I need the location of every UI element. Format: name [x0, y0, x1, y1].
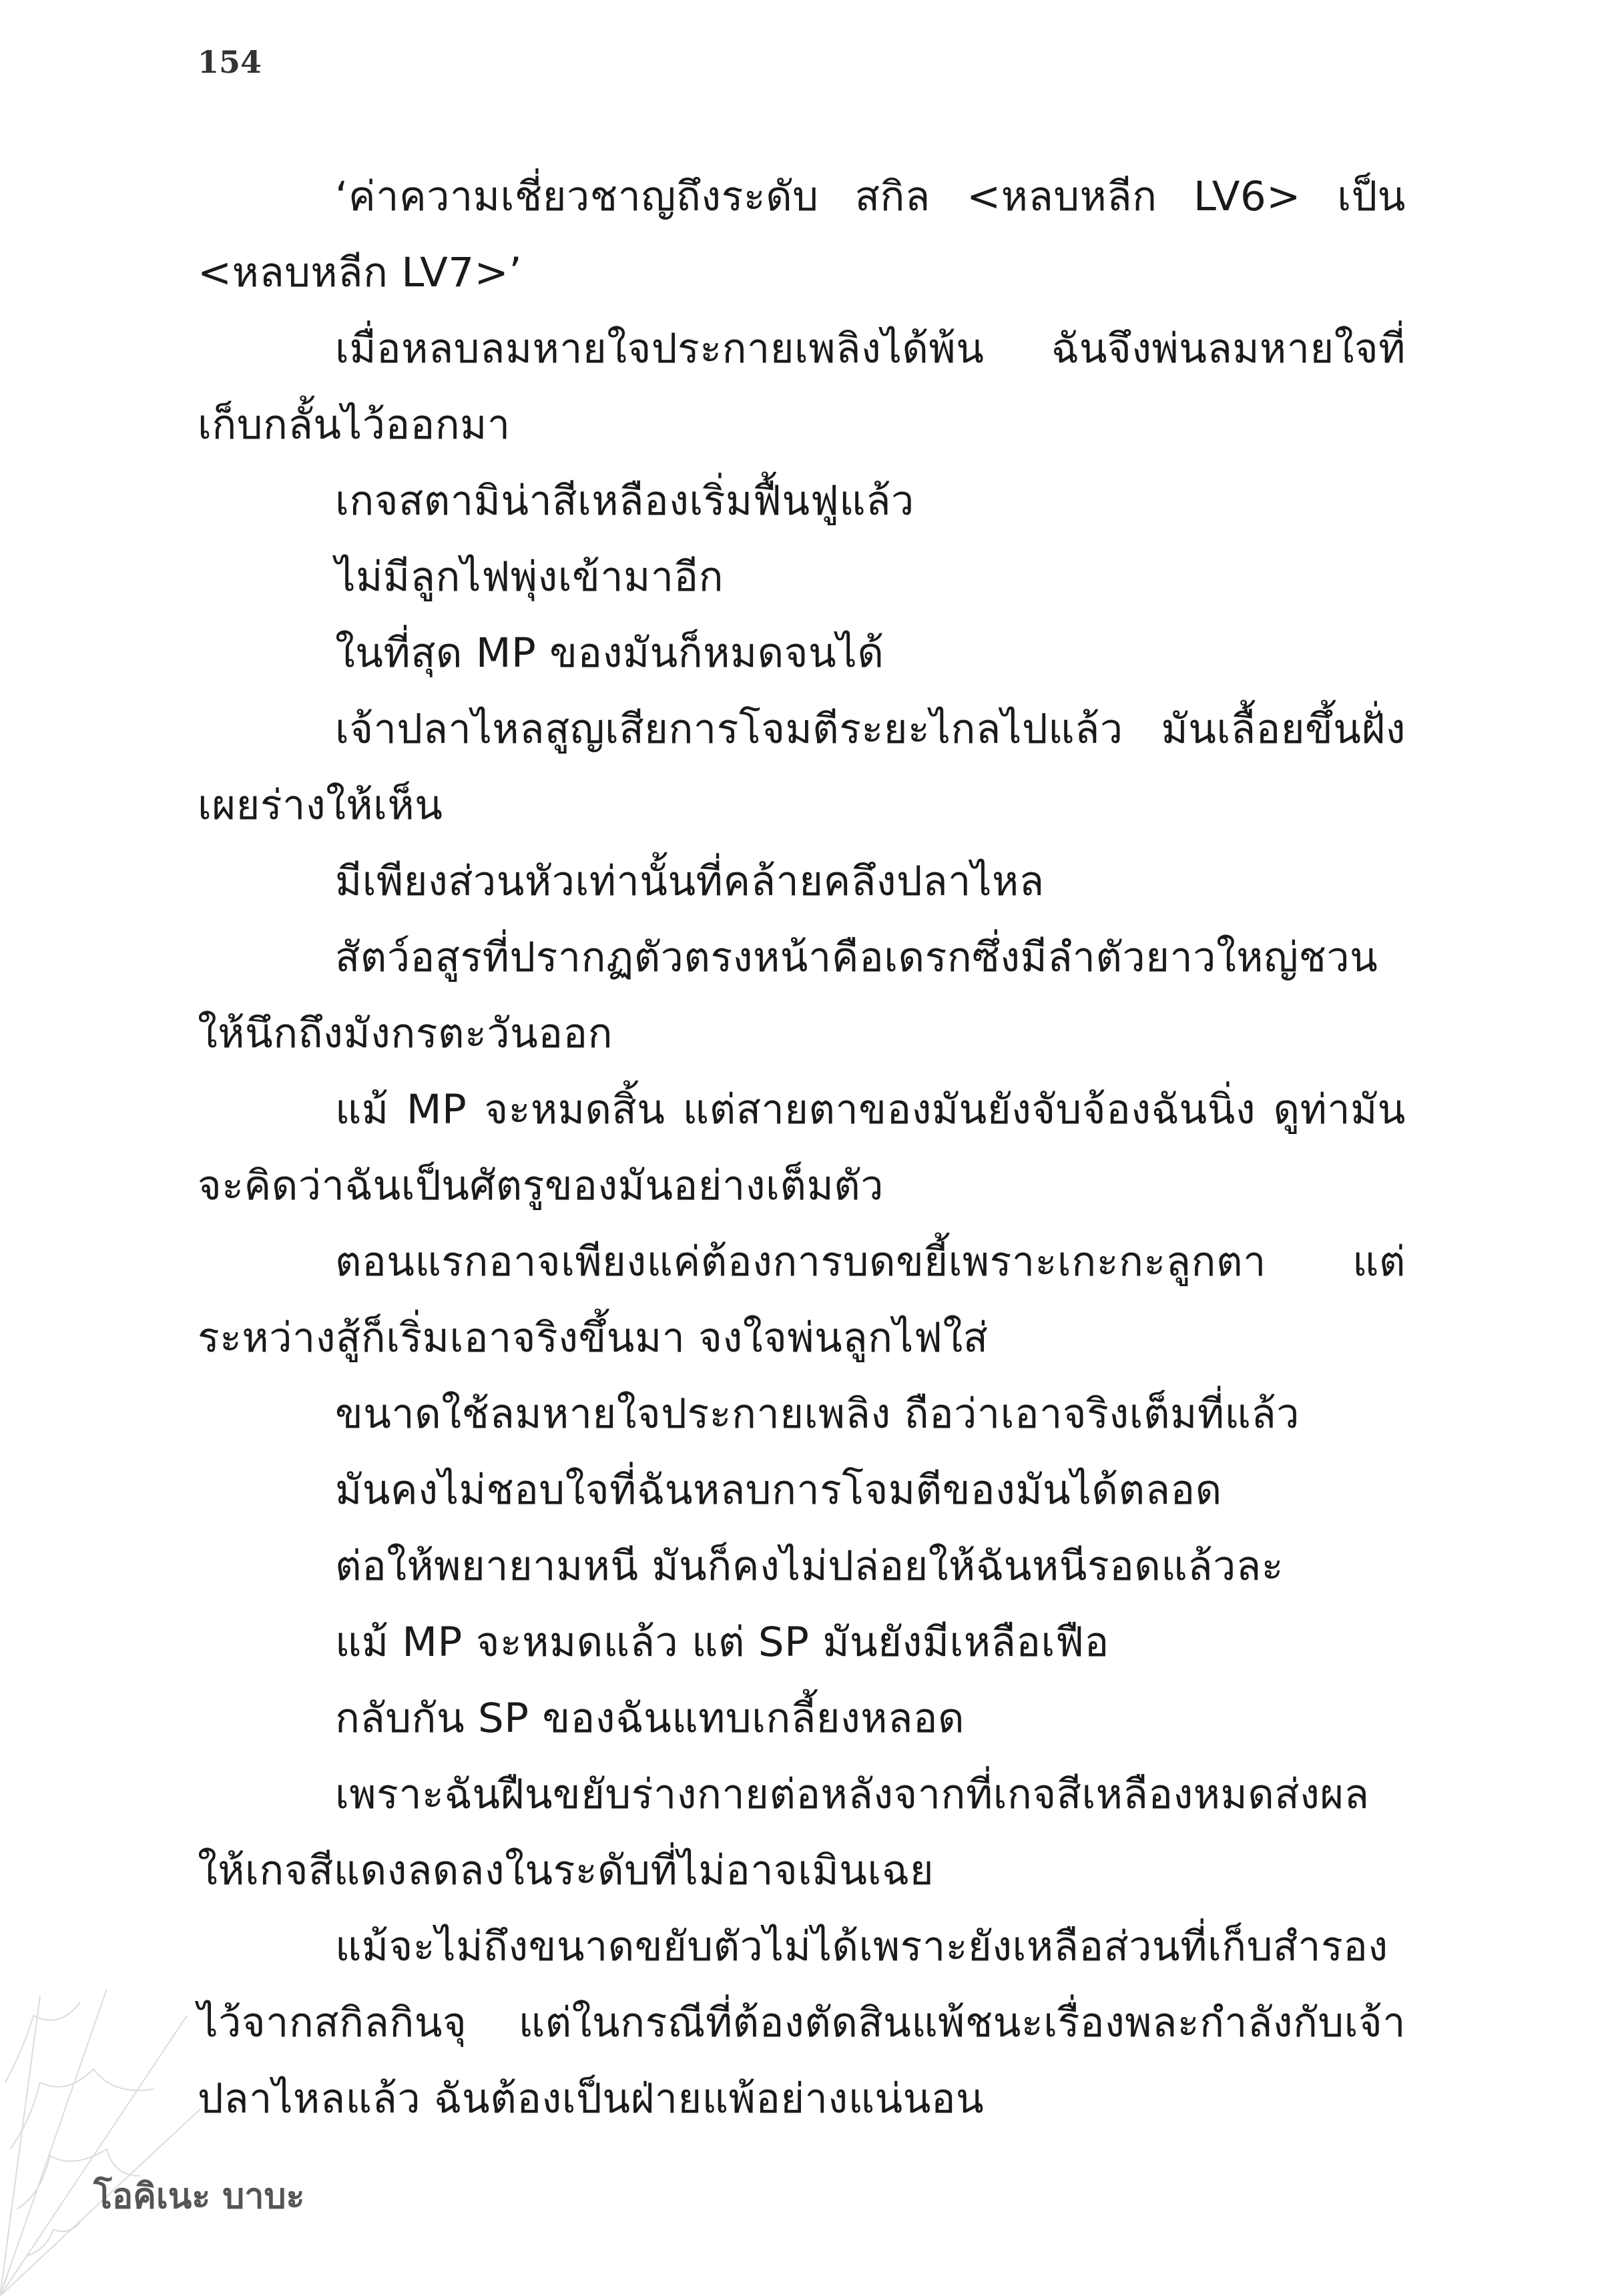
- paragraph: ในที่สุด MP ของมันก็หมดจนได้: [335, 629, 884, 677]
- paragraph: แม้จะไม่ถึงขนาดขยับตัวไม่ได้เพราะยังเหลือส่วนที่เก็บสำรองไว้จากสกิลกินจุ แต่ในกรณีที่ต้องตัดสินแพ้ชนะเรื่องพละกำลังกับเจ้าปลาไหลแล้ว ฉันต้องเป็นฝ่ายแพ้อย่างแน่นอน: [198, 1923, 1406, 2122]
- paragraph: ไม่มีลูกไฟพุ่งเข้ามาอีก: [335, 553, 724, 601]
- paragraph: ต่อให้พยายามหนี มันก็คงไม่ปล่อยให้ฉันหนีรอดแล้วละ: [335, 1542, 1284, 1590]
- paragraph: แม้ MP จะหมดสิ้น แต่สายตาของมันยังจับจ้องฉันนิ่ง ดูท่ามันจะคิดว่าฉันเป็นศัตรูของมันอย่างเต็มตัว: [198, 1086, 1406, 1209]
- body-text: [198, 159, 1406, 2137]
- paragraph: กลับกัน SP ของฉันแทบเกลี้ยงหลอด: [335, 1695, 965, 1742]
- author-name: โอคิเนะ บาบะ: [93, 2177, 305, 2217]
- paragraph: ตอนแรกอาจเพียงแค่ต้องการบดขยี้เพราะเกะกะลูกตา แต่ระหว่างสู้ก็เริ่มเอาจริงขึ้นมา จงใจพ่นลูกไฟใส่: [198, 1238, 1406, 1362]
- paragraph: เมื่อหลบลมหายใจประกายเพลิงได้พ้น ฉันจึงพ่นลมหายใจที่เก็บกลั้นไว้ออกมา: [198, 325, 1406, 449]
- page-number: 154: [198, 44, 262, 80]
- paragraph: เกจสตามิน่าสีเหลืองเริ่มฟื้นฟูแล้ว: [335, 477, 914, 525]
- paragraph: มีเพียงส่วนหัวเท่านั้นที่คล้ายคลึงปลาไหล: [335, 858, 1045, 905]
- paragraph: เพราะฉันฝืนขยับร่างกายต่อหลังจากที่เกจสีเหลืองหมดส่งผลให้เกจสีแดงลดลงในระดับที่ไม่อาจเมินเฉย: [198, 1771, 1370, 1894]
- paragraph: สัตว์อสูรที่ปรากฏตัวตรงหน้าคือเดรกซึ่งมีลำตัวยาวใหญ่ชวนให้นึกถึงมังกรตะวันออก: [198, 934, 1378, 1057]
- paragraph: ‘ค่าความเชี่ยวชาญถึงระดับ สกิล <หลบหลีก LV6> เป็น <หลบหลีก LV7>’: [198, 173, 1406, 296]
- paragraph: ขนาดใช้ลมหายใจประกายเพลิง ถือว่าเอาจริงเต็มที่แล้ว: [335, 1390, 1300, 1438]
- spiderweb-decoration: [0, 1989, 200, 2296]
- paragraph: เจ้าปลาไหลสูญเสียการโจมตีระยะไกลไปแล้ว มันเลื้อยขึ้นฝั่ง เผยร่างให้เห็น: [198, 705, 1406, 829]
- paragraph: มันคงไม่ชอบใจที่ฉันหลบการโจมตีของมันได้ตลอด: [335, 1466, 1222, 1514]
- paragraph: แม้ MP จะหมดแล้ว แต่ SP มันยังมีเหลือเฟือ: [335, 1619, 1109, 1666]
